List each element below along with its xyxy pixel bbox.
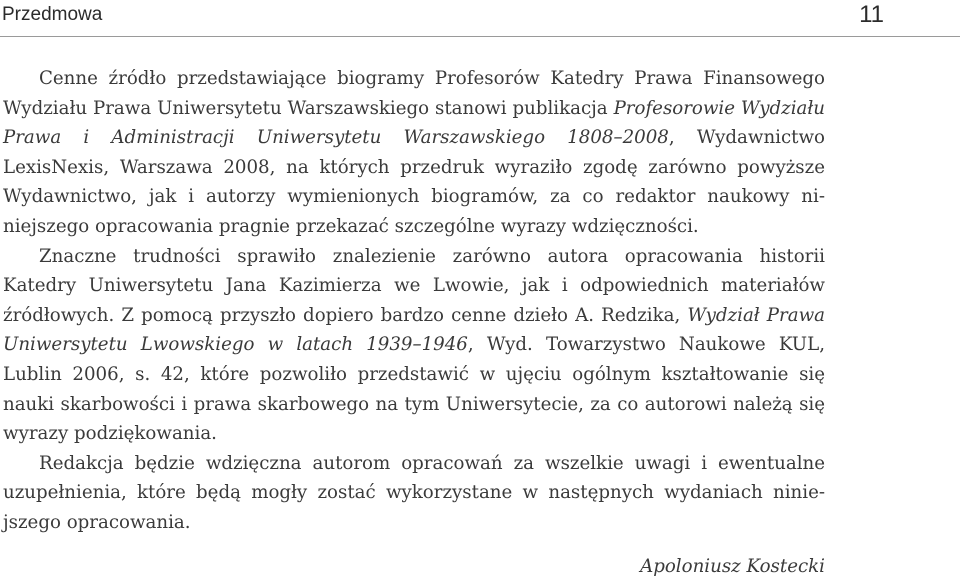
- paragraph-3: [3, 449, 825, 538]
- paragraph-2-publication-title: Wydział Prawa Uniwersytetu Lwowskiego w latach 1939–1946: [3, 304, 825, 356]
- body-text: [3, 64, 825, 581]
- paragraph-2-text-a: Znaczne trudności sprawiło znalezienie zarówno autora opracowania historii Katedry Uniwersytetu Jana Kazimierza we Lwowie, jak i odpowiednich materiałów źródłowych. Z pomocą przyszło dopiero bardzo cenne dzieło A. Redzika,: [3, 245, 825, 326]
- running-header: [0, 0, 960, 37]
- paragraph-2: [3, 242, 825, 449]
- paragraph-3-text: Redakcja będzie wdzięczna autorom opracowań za wszelkie uwagi i ewentualne uzupełnienia, które będą mogły zostać wykorzystane w następnych wydaniach niniejszego opracowania.: [3, 452, 825, 533]
- section-title: Przedmowa: [2, 4, 103, 25]
- paragraph-1-text-b: , Wydawnictwo LexisNexis, Warszawa 2008, na których przedruk wyraziło zgodę zarówno powyższe Wydawnictwo, jak i autorzy wymienionych biogramów, za co redaktor naukowy niniejszego opracowania pragnie przekazać szczególne wyrazy wdzięczności.: [3, 127, 826, 237]
- page-number: 11: [859, 1, 884, 28]
- paragraph-1-text-a: Cenne źródło przedstawiające biogramy Profesorów Katedry Prawa Finansowego Wydziału Prawa Uniwersytetu Warszawskiego stanowi publikacja: [3, 68, 825, 119]
- paragraph-1-publication-title: Profesorowie Wydziału Prawa i Administracji Uniwersytetu Warszawskiego 1808–2008: [3, 97, 825, 149]
- paragraph-2-text-b: , Wyd. Towarzystwo Naukowe KUL, Lublin 2006, s. 42, które pozwoliło przedstawić w ujęciu ogólnym kształtowanie się nauki skarbowości i prawa skarbowego na tym Uniwersytecie, za co autorowi należą się wyrazy podziękowania.: [3, 334, 825, 445]
- paragraph-1: [3, 64, 825, 242]
- author-signature: Apoloniusz Kostecki: [640, 555, 825, 577]
